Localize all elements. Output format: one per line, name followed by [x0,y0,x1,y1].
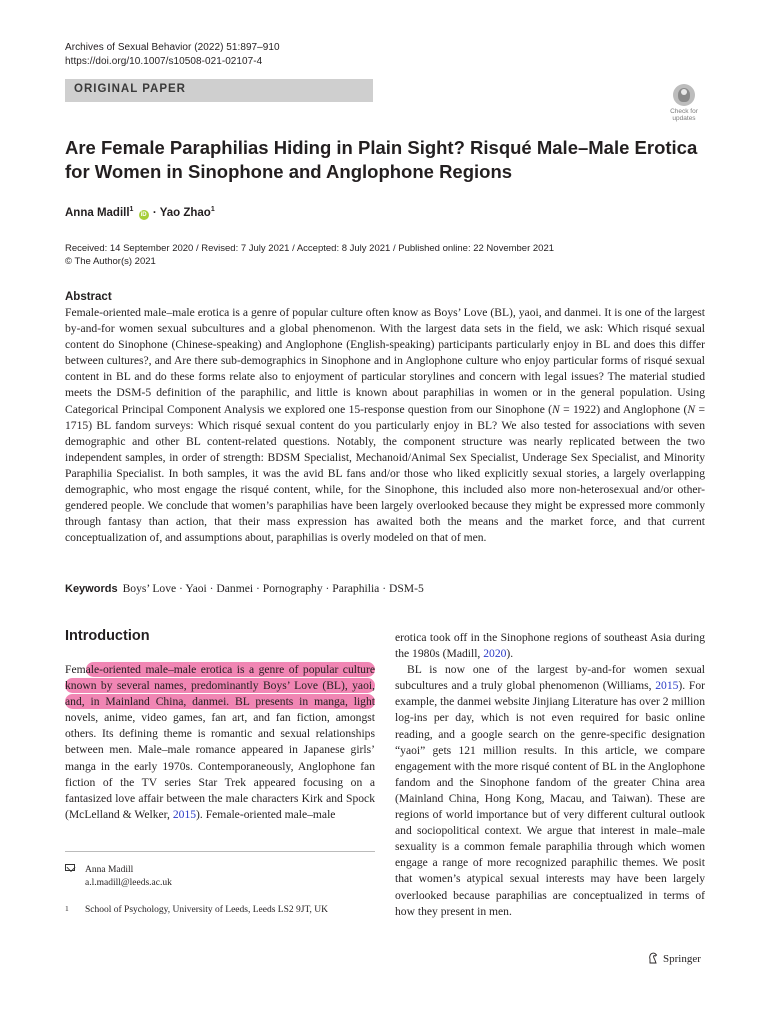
intro-left-column: Female-oriented male–male erotica is a genre of popular culture known by several names, predominantly Boys’ Love (BL), yaoi, and, in Mainland China, danmei. BL presents in manga, light novels, anime, video games, fan art, and fan fiction, amongst others. Its defining theme is romantic and sexual relationships between men. Male–male romance appeared in Japanese girls’ manga in the early 1970s. Contemporaneously, Anglophone fan fiction of the TV series Star Trek appeared focusing on a fantasized love affair between the male characters Kirk and Spock (McLelland & Welker, 2015). Female-oriented male–male [65,663,375,821]
footnote-divider [65,851,375,852]
affiliation-text: School of Psychology, University of Leeds, Leeds LS2 9JT, UK [85,905,329,915]
paragraph: erotica took off in the Sinophone regions of southeast Asia during the 1980s (Madill, 2020). [395,631,705,661]
date-history: Received: 14 September 2020 / Revised: 7 July 2021 / Accepted: 8 July 2021 / Published online: 22 November 2021 [65,243,555,254]
copyright-line: © The Author(s) 2021 [65,256,156,267]
affiliation-marker: 1 [210,206,215,213]
author-separator: · [152,207,157,219]
author-name[interactable]: Anna Madill [65,207,130,219]
check-for-updates-icon [673,84,695,106]
keywords-label: Keywords [65,583,118,595]
check-for-updates-badge[interactable] [661,84,707,126]
intro-right-column [395,630,705,920]
abstract-heading: Abstract [65,291,112,303]
keywords-list: Boys’ Love · Yaoi · Danmei · Pornography · Paraphilia · DSM-5 [122,582,424,595]
orcid-icon[interactable]: iD [140,212,147,218]
check-for-updates-label: Check for updates [670,108,698,122]
author-list [65,203,215,220]
journal-citation-block [65,41,280,69]
keywords [65,582,424,596]
journal-doi[interactable]: https://doi.org/10.1007/s10508-021-02107-4 [65,56,263,67]
affiliation-marker: 1 [129,206,134,213]
abstract-text: Female-oriented male–male erotica is a genre of popular culture often know as Boys’ Love (BL), yaoi, and danmei. It is one of the largest by-and-for women sexual subcultures and a global phenomenon. With the largest data sets in the field, we ask: Which risqué sexual content do Sinophone (Chinese-speaking) and Anglophone (English-speaking) participants particularly enjoy in BL and does this differ between cultures?, and Are there sub-demographics in Sinophone and in Anglophone culture who enjoy particular forms of risqué sexual content in BL and do these forms relate also to enjoyment of particular storylines and concern with legal issues? The material studied meets the DSM-5 definition of the paraphilic, and little is known about paraphilias in women or in the general population. Using Categorical Principal Component Analysis we explored one 15-response question from our Sinophone (N = 1922) and Anglophone (N = 1715) BL fandom surveys: Which risqué sexual content do you particularly enjoy in BL? We also tested for associations with seven demographic and other BL content-related questions. Notably, the component structure was nearly replicated between the two independent samples, in order of strength: BDSM Specialist, Mechanoid/Animal Sex Specialist, Underage Sex Specialist, and Minority Paraphilia Specialist. In both samples, it was the avid BL fans and/or those who liked explicitly sexual stories, a largely overlapping demographic, who most engage the risqué content, while, for the Sinophone, this included also more non-heterosexual and/or other-gendered people. We conclude that women’s paraphilias have been largely overlooked because they might be expressed more commonly through fantasy than action, that their mass expression has awaited both the means and the market force, and that current conceptualization of, and assumptions about, paraphilias is overly modeled on that of men. [65,306,705,545]
citation-link[interactable]: 2020 [483,647,507,661]
corresponding-name: Anna Madill [85,865,134,875]
article-type: ORIGINAL PAPER [74,83,186,95]
paragraph: BL is now one of the largest by-and-for women sexual subcultures and a truly global phenomenon (Williams, 2015). For example, the danmei website Jinjiang Literature has over 2 million log-ins per day, which is not even required for basic online reading, and a google search on the genre-specific designation “yaoi” gets 121 million results. In this article, we compare engagement with the more risqué content of BL in the Anglophone fandom and the Sinophone fandom of the greater China area (Mainland China, Hong Kong, Macau, and Taiwan). These are regions of world importance but of very different cultural outlook and sociopolitical context. We argue that interest in male–male sexuality is a common female paraphilia through which women engage a range of more recognized paraphilic themes. We posit that women’s atypical sexual interests may have been largely overlooked because paraphilias are conceptualized in terms of how they present in men. [395,663,705,918]
text-highlight: ale-oriented male–male erotica is a genre of popular culture known by several names, predominantly Boys’ Love (BL), yaoi, and, in Mainland China, danmei. BL presents in manga, light [65,663,375,709]
envelope-icon [65,864,75,871]
paper-title: Are Female Paraphilias Hiding in Plain Sight? Risqué Male–Male Erotica for Women in Sinophone and Anglophone Regions [65,137,698,182]
article-type-bar [65,79,373,102]
journal-citation: Archives of Sexual Behavior (2022) 51:897–910 [65,42,280,53]
citation-link[interactable]: 2015 [655,679,679,693]
affiliation-number: 1 [65,904,69,913]
section-heading-introduction: Introduction [65,628,150,644]
publisher-logo [647,952,701,966]
publisher-name: Springer [663,953,701,965]
publication-dates [65,242,554,268]
author-name[interactable]: Yao Zhao [159,207,211,219]
corresponding-email[interactable]: a.l.madill@leeds.ac.uk [85,877,172,888]
springer-horse-icon [647,952,659,964]
citation-link[interactable]: 2015 [172,807,197,821]
